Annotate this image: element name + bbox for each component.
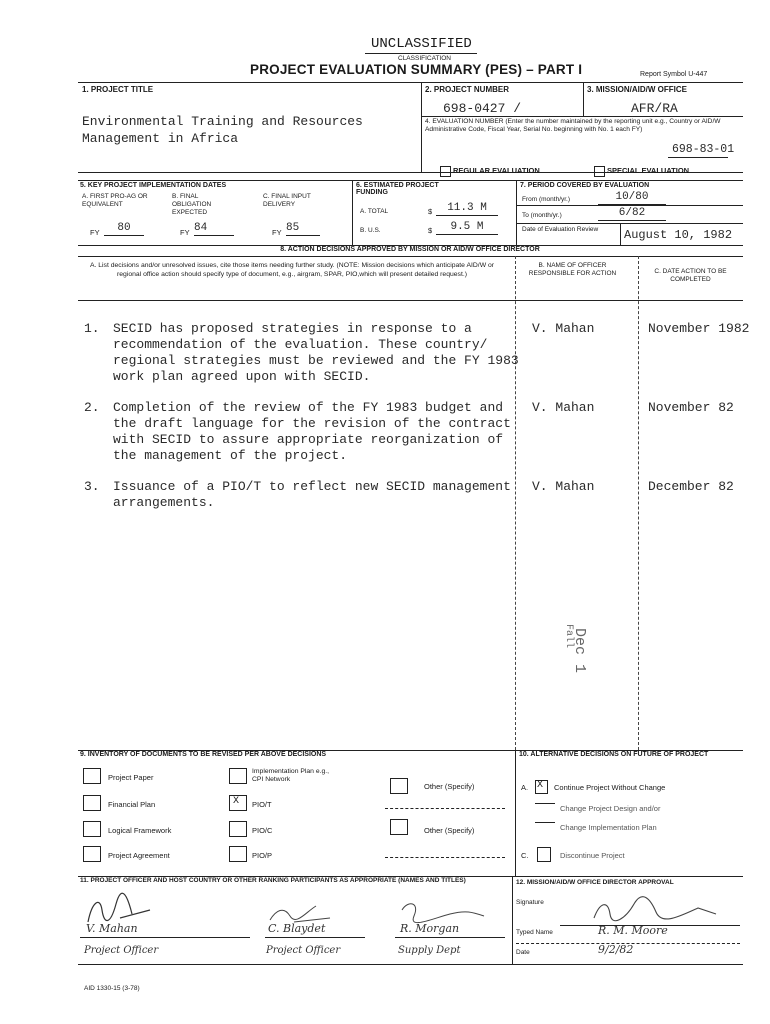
pio-c-label: PIO/C [252,826,273,835]
special-evaluation-checkbox[interactable] [594,166,605,177]
director-typed-name: R. M. Moore [598,924,668,937]
currency-total: $ [428,207,433,216]
financial-plan-checkbox[interactable] [83,795,101,811]
option-a-label: Continue Project Without Change [554,783,666,792]
participant-3-title: Supply Dept [398,945,461,956]
decisions-column-label: A. List decisions and/or unresolved issues, cite those items needing further study. (NOTE: Mission decisions which anticipate AID/W or regional office action should specify type of document, e.g., airgram, SPAR, PIO,which will present detailed request.) [89,262,495,278]
funding-label: 6. ESTIMATED PROJECT FUNDING [356,182,439,196]
participant-2-title: Project Officer [266,945,341,956]
funding-total-label: A. TOTAL [360,208,389,215]
received-stamp: Dec 1 [571,628,588,674]
received-stamp-note: Fall [563,624,574,649]
participant-1-name: V. Mahan [86,922,138,935]
pio-c-checkbox[interactable] [229,821,247,837]
review-date: August 10, 1982 [624,228,733,242]
final-input-fy-label: FY [272,228,282,237]
regular-evaluation-label: REGULAR EVALUATION [453,166,540,175]
decision-1-date: November 1982 [648,321,750,336]
decision-1-line2: recommendation of the evaluation. These country/ [113,337,488,352]
pio-t-checkbox[interactable] [229,795,247,811]
pio-t-check-mark: X [233,796,240,807]
decision-2-line4: the management of the project. [113,448,348,463]
special-evaluation-label: SPECIAL EVALUATION [607,166,690,175]
other-1-label: Other (Specify) [424,782,475,791]
review-date-label: Date of Evaluation Review [522,226,599,233]
form-title: PROJECT EVALUATION SUMMARY (PES) – PART I [250,62,583,77]
director-approval-label: 12. MISSION/AID/W OFFICE DIRECTOR APPROVAL [516,879,674,886]
decision-2-date: November 82 [648,400,734,415]
other-1-checkbox[interactable] [390,778,408,794]
action-decisions-label: 8. ACTION DECISIONS APPROVED BY MISSION OR AID/W OFFICE DIRECTOR [280,246,540,253]
period-covered-label: 7. PERIOD COVERED BY EVALUATION [520,182,650,189]
funding-us: 9.5 M [436,221,498,235]
classification: UNCLASSIFIED [371,36,472,52]
option-c-letter: C. [521,851,529,860]
decision-2-number: 2. [84,400,100,415]
decision-3-officer: V. Mahan [532,479,595,494]
inventory-label: 9. INVENTORY OF DOCUMENTS TO BE REVISED PER ABOVE DECISIONS [80,751,327,758]
participant-3-name: R. Morgan [400,922,460,935]
logical-framework-checkbox[interactable] [83,821,101,837]
period-from: 10/80 [598,191,666,205]
option-a-mark: X [537,780,544,791]
first-proag-label: A. FIRST PRO-AG OR EQUIVALENT [82,193,148,208]
participant-2-name: C. Blaydet [268,922,326,935]
evaluation-number-label: 4. EVALUATION NUMBER (Enter the number maintained by the reporting unit e.g., Country or AID/W Administrative Code, Fiscal Year, Serial No. beginning with No. 1 each FY) [425,118,721,133]
project-paper-label: Project Paper [108,773,154,782]
final-obligation-fy: 84 [194,222,234,236]
director-signature [590,894,730,924]
option-b-label: Change Project Design and/or [560,804,661,813]
project-title-line1: Environmental Training and Resources [82,114,363,129]
funding-us-label: B. U.S. [360,227,381,234]
other-2-checkbox[interactable] [390,819,408,835]
first-proag-fy: 80 [104,222,144,236]
director-date-label: Date [516,949,530,956]
report-symbol: Report Symbol U-447 [640,71,708,78]
director-typed-name-label: Typed Name [516,929,553,936]
decision-1-line1: SECID has proposed strategies in response to a [113,321,472,336]
decision-1-number: 1. [84,321,100,336]
currency-us: $ [428,226,433,235]
date-column-label: C. DATE ACTION TO BE COMPLETED [654,268,727,283]
project-number-label: 2. PROJECT NUMBER [425,85,510,94]
implementation-plan-label: Implementation Plan e.g., CPI Network [252,768,330,783]
director-date: 9/2/82 [598,943,634,956]
funding-total: 11.3 M [436,202,498,216]
form-id: AID 1330-15 (3-78) [84,985,140,992]
officer-column-label: B. NAME OF OFFICER RESPONSIBLE FOR ACTION [528,262,617,277]
pio-t-label: PIO/T [252,800,272,809]
first-proag-fy-label: FY [90,228,100,237]
option-b2-label: Change Implementation Plan [560,823,657,832]
project-title-label: 1. PROJECT TITLE [82,85,154,94]
mission-office: AFR/RA [631,101,678,116]
decision-1-officer: V. Mahan [532,321,595,336]
decision-1-line3: regional strategies must be reviewed and the FY 1983 [113,353,519,368]
option-a-checkbox[interactable] [535,780,548,794]
decision-2-line1: Completion of the review of the FY 1983 budget and [113,400,504,415]
decision-2-line3: with SECID to assure appropriate reorganization of [113,432,504,447]
mission-office-label: 3. MISSION/AID/W OFFICE [587,85,688,94]
project-number: 698-0427 / [443,101,522,116]
implementation-plan-checkbox[interactable] [229,768,247,784]
period-to: 6/82 [598,207,666,221]
project-agreement-checkbox[interactable] [83,846,101,862]
decision-2-officer: V. Mahan [532,400,595,415]
pio-p-label: PIO/P [252,851,273,860]
logical-framework-label: Logical Framework [108,826,172,835]
option-c-label: Discontinue Project [560,851,625,860]
director-signature-label: Signature [516,899,544,906]
project-title-line2: Management in Africa [82,131,239,146]
participant-1-title: Project Officer [84,945,159,956]
decision-3-date: December 82 [648,479,734,494]
final-obligation-fy-label: FY [180,228,190,237]
final-input-fy: 85 [286,222,320,236]
decision-3-line2: arrangements. [113,495,215,510]
option-a-letter: A. [521,783,529,792]
decision-3-line1: Issuance of a PIO/T to reflect new SECID management [113,479,511,494]
participants-label: 11. PROJECT OFFICER AND HOST COUNTRY OR OTHER RANKING PARTICIPANTS AS APPROPRIATE (NAMES AND TITLES) [80,877,466,884]
key-dates-label: 5. KEY PROJECT IMPLEMENTATION DATES [80,182,227,189]
option-c-checkbox[interactable] [537,847,551,862]
final-input-label: C. FINAL INPUT DELIVERY [263,193,311,208]
evaluation-number: 698-83-01 [672,143,735,156]
project-paper-checkbox[interactable] [83,768,101,784]
decision-1-line4: work plan agreed upon with SECID. [113,369,371,384]
other-2-label: Other (Specify) [424,826,475,835]
period-from-label: From (month/yr.) [522,196,571,203]
classification-label: CLASSIFICATION [398,55,451,62]
decision-3-number: 3. [84,479,100,494]
project-agreement-label: Project Agreement [108,851,170,860]
decision-2-line2: the draft language for the revision of the contract [113,416,511,431]
alternative-decisions-label: 10. ALTERNATIVE DECISIONS ON FUTURE OF PROJECT [519,751,709,758]
pio-p-checkbox[interactable] [229,846,247,862]
financial-plan-label: Financial Plan [108,800,156,809]
period-to-label: To (month/yr.) [522,212,562,219]
final-obligation-label: B. FINAL OBLIGATION EXPECTED [172,193,212,216]
regular-evaluation-checkbox[interactable] [440,166,451,177]
